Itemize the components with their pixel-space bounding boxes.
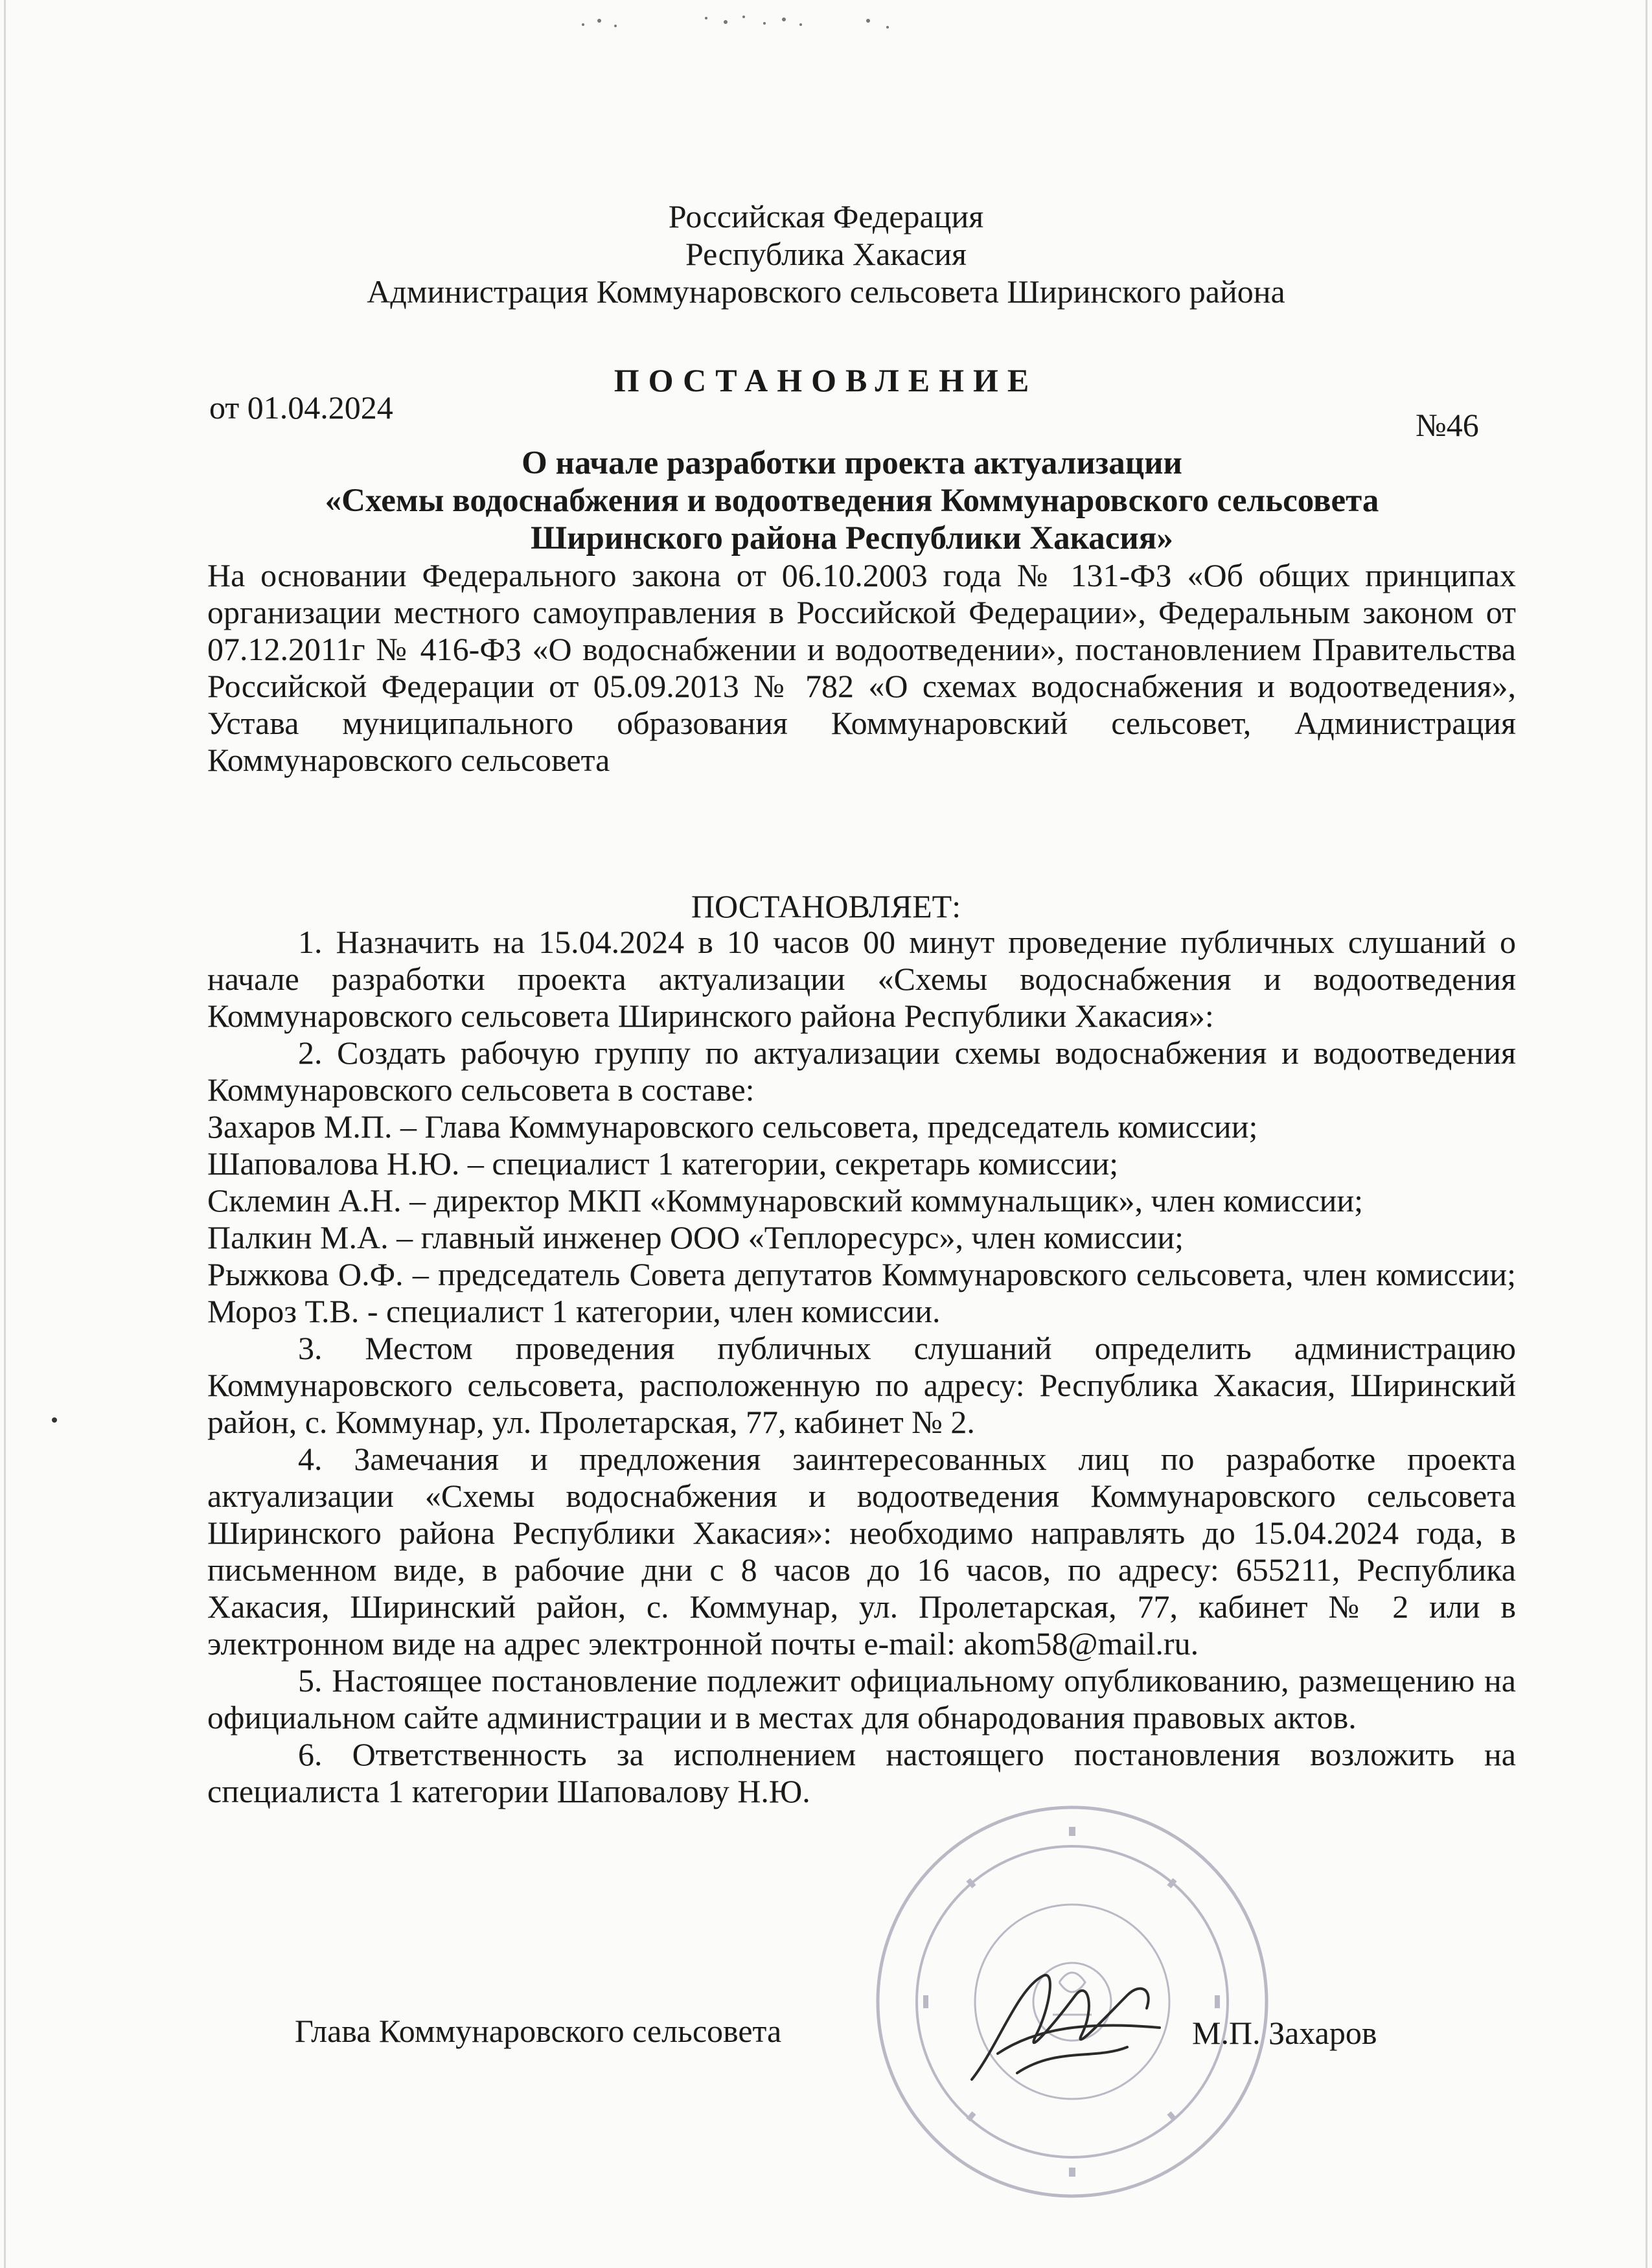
header-republic: Республика Хакасия [685,236,967,272]
resolution-item-1: 1. Назначить на 15.04.2024 в 10 часов 00 минут проведение публичных слушаний о начале разработки проекта актуализации «Схемы водоснабжения и водоотведения Коммунаровского сельсовета Ширинского района Республики Хакасия»: [207,924,1516,1034]
document-title [207,444,1497,557]
resolution-items [207,924,1516,1810]
title-line: О начале разработки проекта актуализации [522,445,1182,481]
commission-member: Склемин А.Н. – директор МКП «Коммунаровский коммунальщик», член комиссии; [207,1182,1364,1219]
resolution-item-2: 2. Создать рабочую группу по актуализации схемы водоснабжения и водоотведения Коммунаровского сельсовета в составе: [207,1035,1516,1108]
commission-member: Рыжкова О.Ф. – председатель Совета депутатов Коммунаровского сельсовета, член комиссии; Мороз Т.В. - специалист 1 категории, член комиссии. [207,1256,1516,1329]
header-administration: Администрация Коммунаровского сельсовета Ширинского района [367,273,1285,310]
resolution-item-3: 3. Местом проведения публичных слушаний определить администрацию Коммунаровского сельсовета, расположенную по адресу: Республика Хакасия, Ширинский район, с. Коммунар, ул. Пролетарская, 77, кабинет № 2. [207,1330,1516,1440]
title-line: «Схемы водоснабжения и водоотведения Коммунаровского сельсовета [325,483,1379,519]
preamble-paragraph [207,557,1516,779]
scan-speck [52,1417,57,1423]
scan-edge-line [1646,0,1647,2268]
scan-edge-line [4,0,6,2268]
resolution-item-4: 4. Замечания и предложения заинтересованных лиц по разработке проекта актуализации «Схемы водоснабжения и водоотведения Коммунаровского сельсовета Ширинского района Республики Хакасия»: необходимо направлять до 15.04.2024 года, в письменном виде, в рабочие дни с 8 часов до 16 часов, по адресу: 655211, Республика Хакасия, Ширинский район, с. Коммунар, ул. Пролетарская, 77, кабинет № 2 или в электронном виде на адрес электронной почты e-mail: akom58@mail.ru. [207,1441,1516,1662]
document-date: от 01.04.2024 [209,389,393,426]
preamble-text: На основании Федерального закона от 06.10.2003 года № 131-ФЗ «Об общих принципах организации местного самоуправления в Российской Федерации», Федеральным законом от 07.12.2011г № 416-ФЗ «О водоснабжении и водоотведении», постановлением Правительства Российской Федерации от 05.09.2013 № 782 «О схемах водоснабжения и водоотведения», Устава муниципального образования Коммунаровский сельсовет, Администрация Коммунаровского сельсовета [207,557,1516,778]
resolution-item-6: 6. Ответственность за исполнением настоящего постановления возложить на специалиста 1 категории Шаповалову Н.Ю. [207,1736,1516,1809]
commission-member: Захаров М.П. – Глава Коммунаровского сельсовета, председатель комиссии; [207,1108,1258,1145]
signature-name: М.П. Захаров [1192,2015,1377,2051]
document-number: №46 [1416,407,1479,443]
commission-member: Шаповалова Н.Ю. – специалист 1 категории, секретарь комиссии; [207,1145,1119,1182]
header-country: Российская Федерация [668,198,984,235]
commission-member: Палкин М.А. – главный инженер ООО «Теплоресурс», член комиссии; [207,1219,1184,1255]
handwritten-signature [959,1950,1173,2099]
signature-position: Глава Коммунаровского сельсовета [295,2013,782,2049]
resolve-heading: ПОСТАНОВЛЯЕТ: [691,888,961,924]
resolution-item-5: 5. Настоящее постановление подлежит официальному опубликованию, размещению на официальном сайте администрации и в местах для обнародования правовых актов. [207,1662,1516,1735]
document-type: ПОСТАНОВЛЕНИЕ [614,362,1038,398]
scan-noise-marks [570,12,933,38]
title-line: Ширинского района Республики Хакасия» [531,520,1173,556]
